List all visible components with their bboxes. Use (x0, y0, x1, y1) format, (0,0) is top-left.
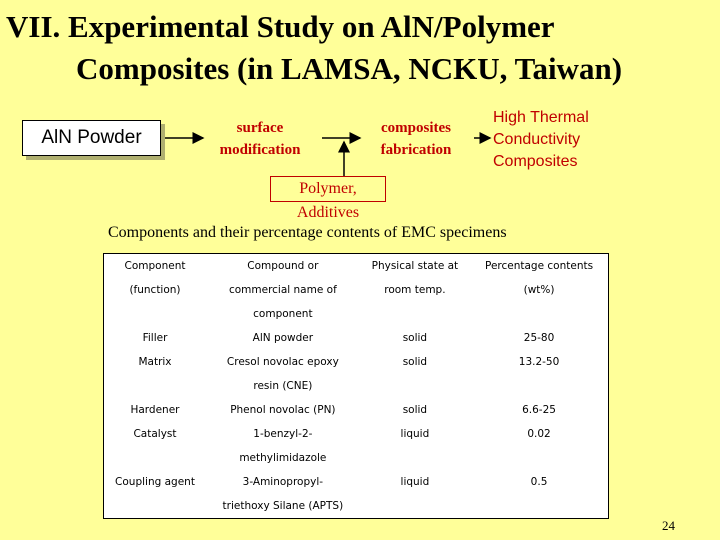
name-cell: Phenol novolac (PN) (230, 404, 336, 416)
result-line-2: Conductivity (493, 131, 581, 148)
name-cell-cont: methylimidazole (239, 452, 327, 464)
component-cell: Catalyst (104, 422, 206, 446)
header-cell (470, 302, 608, 326)
component-cell: Matrix (104, 350, 206, 374)
header-cell (360, 302, 470, 326)
table-row (104, 470, 609, 494)
table-header-row (104, 278, 609, 302)
header-cell (104, 302, 206, 326)
header-cell: room temp. (384, 284, 446, 296)
pct-cell: 0.02 (470, 422, 608, 446)
header-cell: Percentage contents (470, 254, 608, 279)
table-row-cont (104, 374, 609, 398)
header-cell: Compound or (206, 254, 360, 279)
state-cell: liquid (400, 476, 430, 488)
table-row-cont (104, 494, 609, 519)
table-row (104, 398, 609, 422)
step-surface-modification (200, 117, 320, 161)
component-cell: Hardener (104, 398, 206, 422)
result-line-3: Composites (493, 153, 578, 170)
step-composites-fabrication (356, 117, 476, 161)
header-cell: (wt%) (470, 278, 608, 302)
result-text (493, 107, 633, 173)
table-caption: Components and their percentage contents of EMC specimens (108, 224, 507, 241)
header-cell: (function) (104, 278, 206, 302)
name-cell: 1-benzyl-2- (253, 428, 313, 440)
name-cell: 3-Aminopropyl- (242, 476, 324, 488)
emc-table (103, 253, 609, 519)
state-cell: solid (402, 356, 428, 368)
table-row (104, 350, 609, 374)
header-cell: component (253, 308, 313, 320)
table-row (104, 326, 609, 350)
name-cell: AlN powder (252, 332, 314, 344)
polymer-additives-box: Polymer, Additives (270, 176, 386, 202)
page-number: 24 (662, 518, 675, 533)
component-cell: Coupling agent (104, 470, 206, 494)
pct-cell: 0.5 (470, 470, 608, 494)
table-header-row (104, 302, 609, 326)
name-cell-cont: resin (CNE) (253, 380, 313, 392)
title-line-1: VII. Experimental Study on AlN/Polymer (6, 9, 555, 44)
state-cell: solid (402, 404, 428, 416)
pct-cell: 25-80 (470, 326, 608, 350)
table-header-row (104, 254, 609, 279)
state-cell: liquid (400, 428, 430, 440)
result-line-1: High Thermal (493, 109, 589, 126)
step2-line-2: fabrication (380, 142, 452, 158)
table-row (104, 422, 609, 446)
header-cell: commercial name of (228, 284, 337, 296)
component-cell: Filler (104, 326, 206, 350)
step1-line-1: surface (236, 120, 284, 136)
header-cell: Component (104, 254, 206, 279)
title-line-2: Composites (in LAMSA, NCKU, Taiwan) (76, 51, 623, 86)
header-cell: Physical state at (360, 254, 470, 279)
step2-line-1: composites (381, 120, 451, 136)
name-cell-cont: triethoxy Silane (APTS) (206, 494, 360, 519)
table-row-cont (104, 446, 609, 470)
pct-cell: 13.2-50 (470, 350, 608, 374)
state-cell: solid (402, 332, 428, 344)
name-cell: Cresol novolac epoxy (226, 356, 339, 368)
step1-line-2: modification (219, 142, 301, 158)
pct-cell: 6.6-25 (470, 398, 608, 422)
aln-powder-box: AlN Powder (22, 120, 161, 156)
